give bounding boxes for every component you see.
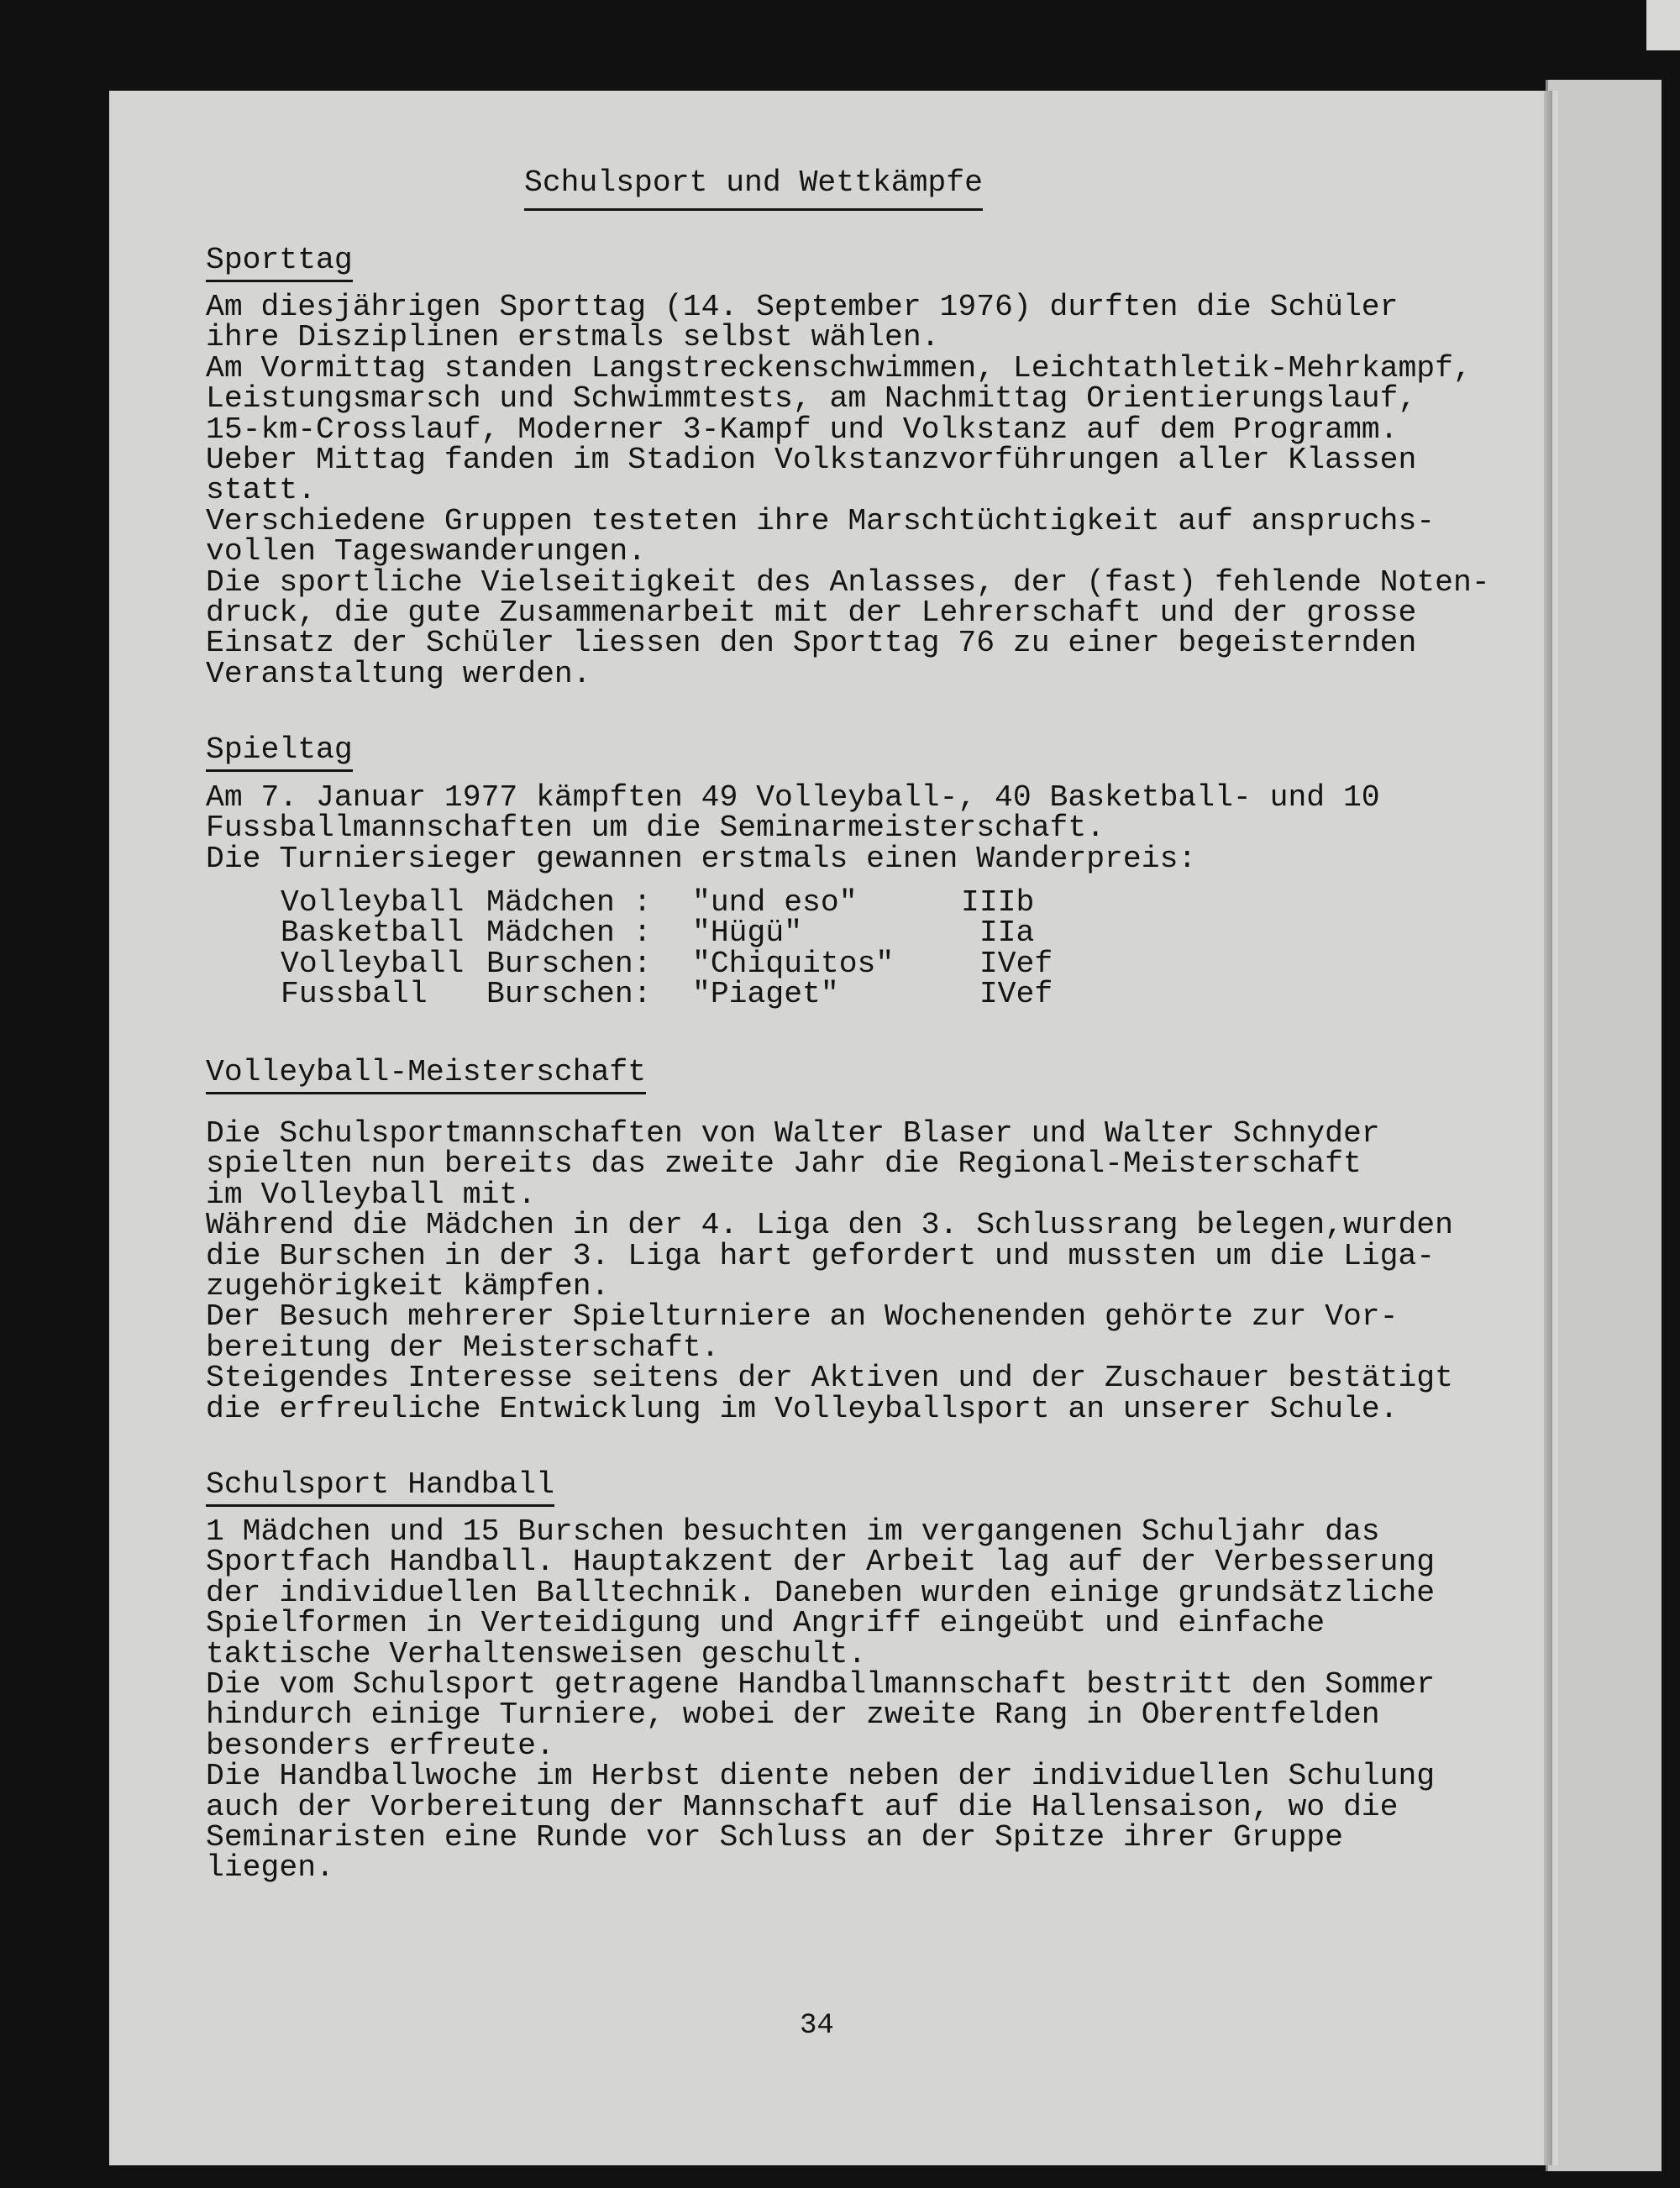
result-team: "und eso" (692, 885, 858, 920)
result-sport: Basketball (281, 916, 465, 951)
result-class: IVef (961, 946, 1053, 981)
result-class: IIIb (961, 885, 1035, 920)
result-class: IVef (961, 977, 1053, 1012)
adjacent-page-edge (1546, 80, 1662, 2171)
result-sport: Fussball (281, 977, 428, 1012)
result-team: "Chiquitos" (692, 946, 895, 981)
result-team: "Hügü" (692, 916, 803, 951)
section-heading-volleyball: Volleyball-Meisterschaft (206, 1056, 646, 1094)
page-number: 34 (800, 2010, 834, 2042)
book-spine (1544, 91, 1552, 2165)
result-class: IIa (961, 916, 1035, 951)
result-team: "Piaget" (692, 977, 839, 1012)
section-body-sporttag: Am diesjährigen Sporttag (14. September 1976) durften die Schüler ihre Disziplinen erstmals selbst wählen. Am Vormittag standen Langstreckenschwimmen, Leichtathletik-Mehrkampf, Leistungsmarsch und Schwimmtests, am Nachmittag Orientierungslauf, 15-km-Crosslauf, Moderner 3-Kampf und Volkstanz auf dem Programm. Ueber Mittag fanden im Stadion Volkstanzvorführungen aller Klassen statt. Verschiedene Gruppen testeten ihre Marschtüchtigkeit auf anspruchs- vollen Tageswanderungen. Die sportliche Vielseitigkeit des Anlasses, der (fast) fehlende Noten- druck, die gute Zusammenarbeit mit der Lehrerschaft und der grosse Einsatz der Schüler liessen den Sporttag 76 zu einer begeisternden Veranstaltung werden. (206, 290, 1490, 691)
background-strip (1646, 0, 1680, 50)
result-group: Mädchen : (486, 916, 652, 951)
section-heading-spieltag: Spieltag (206, 733, 353, 772)
section-body-volleyball: Die Schulsportmannschaften von Walter Blaser und Walter Schnyder spielten nun bereits das zweite Jahr die Regional-Meisterschaft im Volleyball mit. Während die Mädchen in der 4. Liga den 3. Schlussrang belegen,wurden die Burschen in der 3. Liga hart gefordert und mussten um die Liga- zugehörigkeit kämpfen. Der Besuch mehrerer Spielturniere an Wochenenden gehörte zur Vor- bereitung der Meisterschaft. Steigendes Interesse seitens der Aktiven und der Zuschauer bestätigt die erfreuliche Entwicklung im Volleyballsport an unserer Schule. (206, 1116, 1453, 1426)
result-group: Mädchen : (486, 885, 652, 920)
section-heading-handball: Schulsport Handball (206, 1468, 554, 1507)
section-body-spieltag: Am 7. Januar 1977 kämpften 49 Volleyball-, 40 Basketball- und 10 Fussballmannschaften um die Seminarmeisterschaft. Die Turniersieger gewannen erstmals einen Wanderpreis: (206, 780, 1380, 876)
result-group: Burschen: (486, 946, 652, 981)
section-body-handball: 1 Mädchen und 15 Burschen besuchten im vergangenen Schuljahr das Sportfach Handball. Hauptakzent der Arbeit lag auf der Verbesserung der individuellen Balltechnik. Daneben wurden einige grundsätzliche Spielformen in Verteidigung und Angriff eingeübt und einfache taktische Verhaltensweisen geschult. Die vom Schulsport getragene Handballmannschaft bestritt den Sommer hindurch einige Turniere, wobei der zweite Rang in Oberentfelden besonders erfreute. Die Handballwoche im Herbst diente neben der individuellen Schulung auch der Vorbereitung der Mannschaft auf die Hallensaison, wo die Seminaristen eine Runde vor Schluss an der Spitze ihrer Gruppe liegen. (206, 1514, 1436, 1886)
section-heading-sporttag: Sporttag (206, 244, 353, 282)
result-sport: Volleyball (281, 946, 465, 981)
page-title: Schulsport und Wettkämpfe (524, 165, 983, 211)
result-group: Burschen: (486, 977, 652, 1012)
result-sport: Volleyball (281, 885, 465, 920)
